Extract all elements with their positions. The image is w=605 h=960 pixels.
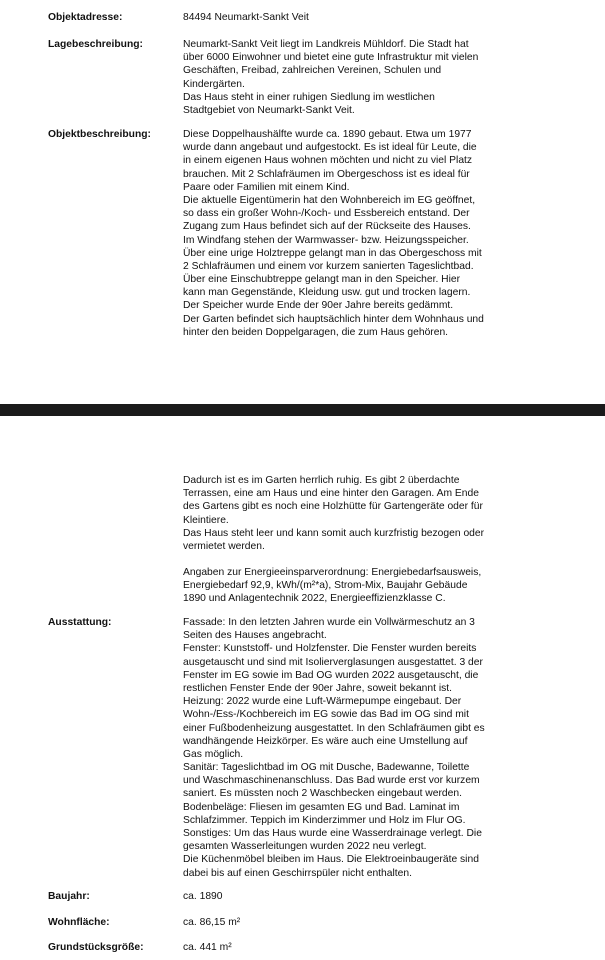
text-line: Paare oder Familien mit einem Kind.: [183, 181, 350, 193]
text-line: Fenster im EG sowie im Bad OG wurden 2022 ausgetauscht, die: [183, 669, 479, 681]
text-line: Neumarkt-Sankt Veit liegt im Landkreis Mühldorf. Die Stadt hat: [183, 39, 469, 50]
text-line: Das Haus steht leer und kann somit auch kurzfristig bezogen oder: [183, 527, 485, 539]
text-line: so dass ein großer Wohn-/Koch- und Essbereich entstand. Der: [183, 208, 470, 220]
text-line: Schlafzimmer. Teppich im Kinderzimmer und Holz im Flur OG.: [183, 814, 466, 826]
objektadresse-label: Objektadresse:: [48, 12, 123, 23]
baujahr-label: Baujahr:: [48, 891, 90, 902]
text-line: vermietet werden.: [183, 540, 265, 552]
text-line: Der Garten befindet sich hauptsächlich hinter dem Wohnhaus und: [183, 313, 484, 325]
text-line: restlichen Fenster Ende der 90er Jahre, soweit bekannt ist.: [183, 682, 453, 694]
objektadresse-value: 84494 Neumarkt-Sankt Veit: [183, 12, 309, 23]
text-line: Kindergärten.: [183, 78, 245, 90]
text-line: einer Fußbodenheizung ausgestattet. In den Schlafräumen gibt es: [183, 722, 485, 734]
page-separator: [0, 404, 605, 416]
grundstuecksgroesse-label: Grundstücksgröße:: [48, 942, 144, 953]
text-line: Terrassen, eine am Haus und eine hinter den Garagen. Am Ende: [183, 488, 479, 500]
text-line: 2 Schlafräumen und einem vor kurzem sanierten Tageslichtbad.: [183, 260, 474, 272]
ausstattung-text: [183, 616, 523, 880]
text-line: brauchen. Mit 2 Schlafräumen im Obergeschoss ist es ideal für: [183, 168, 470, 180]
text-line: Stadtgebiet von Neumarkt-Sankt Veit.: [183, 104, 355, 116]
text-line: 1890 und Anlagentechnik 2022, Energieeffizienzklasse C.: [183, 593, 446, 605]
text-line: Der Speicher wurde Ende der 90er Jahre bereits gedämmt.: [183, 300, 454, 312]
text-line: gesamten Wasserleitungen wurden 2022 neu verlegt.: [183, 841, 427, 853]
text-line: Wohn-/Ess-/Kochbereich im EG sowie das Bad im OG sind mit: [183, 709, 469, 721]
energieangaben-text: [183, 566, 523, 606]
grundstuecksgroesse-value: ca. 441 m²: [183, 942, 232, 953]
text-line: Bodenbeläge: Fliesen im gesamten EG und Bad. Laminat im: [183, 801, 460, 813]
wohnflaeche-label: Wohnfläche:: [48, 917, 110, 928]
text-line: Geschäften, Freibad, zahlreichen Vereinen, Schulen und: [183, 65, 442, 77]
text-line: wandhängende Heizkörper. Es wäre auch eine Umstellung auf: [183, 735, 468, 747]
text-line: Dadurch ist es im Garten herrlich ruhig. Es gibt 2 überdachte: [183, 475, 460, 486]
text-line: kann man Gegenstände, Kleidung usw. gut und trocken lagern.: [183, 287, 471, 299]
objektbeschreibung-text: [183, 128, 523, 339]
wohnflaeche-value: ca. 86,15 m²: [183, 917, 241, 928]
text-line: Heizung: 2022 wurde eine Luft-Wärmepumpe eingebaut. Der: [183, 696, 462, 708]
text-line: Seiten des Hauses angebracht.: [183, 630, 327, 642]
text-line: hinter den beiden Doppelgaragen, die zum Haus gehören.: [183, 326, 449, 338]
text-line: Über eine Einschubtreppe gelangt man in den Speicher. Hier: [183, 274, 461, 286]
text-line: Diese Doppelhaushälfte wurde ca. 1890 gebaut. Etwa um 1977: [183, 129, 472, 140]
text-line: über 6000 Einwohner und bietet eine gute Infrastruktur mit vielen: [183, 52, 479, 64]
text-line: Fenster: Kunststoff- und Holzfenster. Die Fenster wurden bereits: [183, 643, 477, 655]
text-line: ausgetauscht und sind mit Isolierverglasungen ausgestattet. 3 der: [183, 656, 483, 668]
text-line: Angaben zur Energieeinsparverordnung: Energiebedarfsausweis,: [183, 567, 482, 578]
ausstattung-label: Ausstattung:: [48, 617, 112, 628]
document-page-1: [0, 0, 605, 404]
text-line: Über eine urige Holztreppe gelangt man in das Obergeschoss mit: [183, 247, 482, 259]
text-line: Sanitär: Tageslichtbad im OG mit Dusche, Badewanne, Toilette: [183, 762, 470, 774]
lagebeschreibung-label: Lagebeschreibung:: [48, 39, 143, 50]
document-page-2: [0, 416, 605, 960]
text-line: dabei bis auf einen Geschirrspüler nicht enthalten.: [183, 867, 412, 879]
objektbeschreibung-label: Objektbeschreibung:: [48, 129, 151, 140]
text-line: Kleintiere.: [183, 514, 229, 526]
text-line: Sonstiges: Um das Haus wurde eine Wasserdrainage verlegt. Die: [183, 828, 482, 839]
text-line: Im Windfang stehen der Warmwasser- bzw. Heizungsspeicher.: [183, 234, 469, 246]
text-line: Zugang zum Haus befindet sich auf der Rückseite des Hauses.: [183, 221, 471, 233]
lagebeschreibung-text: [183, 38, 523, 117]
baujahr-value: ca. 1890: [183, 891, 223, 902]
text-line: Gas möglich.: [183, 748, 244, 760]
text-line: und Waschmaschinenanschluss. Das Bad wurde erst vor kurzem: [183, 775, 480, 787]
objektbeschreibung-continued-text: [183, 474, 523, 553]
text-line: Das Haus steht in einer ruhigen Siedlung im westlichen: [183, 91, 435, 103]
text-line: Die aktuelle Eigentümerin hat den Wohnbereich im EG geöffnet,: [183, 194, 476, 206]
text-line: Fassade: In den letzten Jahren wurde ein Vollwärmeschutz an 3: [183, 617, 475, 628]
text-line: wurde dann angebaut und aufgestockt. Es ist ideal für Leute, die: [183, 142, 477, 154]
text-line: des Gartens gibt es noch eine Holzhütte für Gartengeräte oder für: [183, 501, 483, 513]
text-line: Energiebedarf 92,9, kWh/(m²*a), Strom-Mix, Baujahr Gebäude: [183, 580, 468, 592]
text-line: in einem eigenen Haus wohnen möchten und nicht zu viel Platz: [183, 155, 473, 167]
text-line: saniert. Es müssten noch 2 Waschbecken eingebaut werden.: [183, 788, 462, 800]
text-line: Die Küchenmöbel bleiben im Haus. Die Elektroeinbaugeräte sind: [183, 854, 479, 866]
